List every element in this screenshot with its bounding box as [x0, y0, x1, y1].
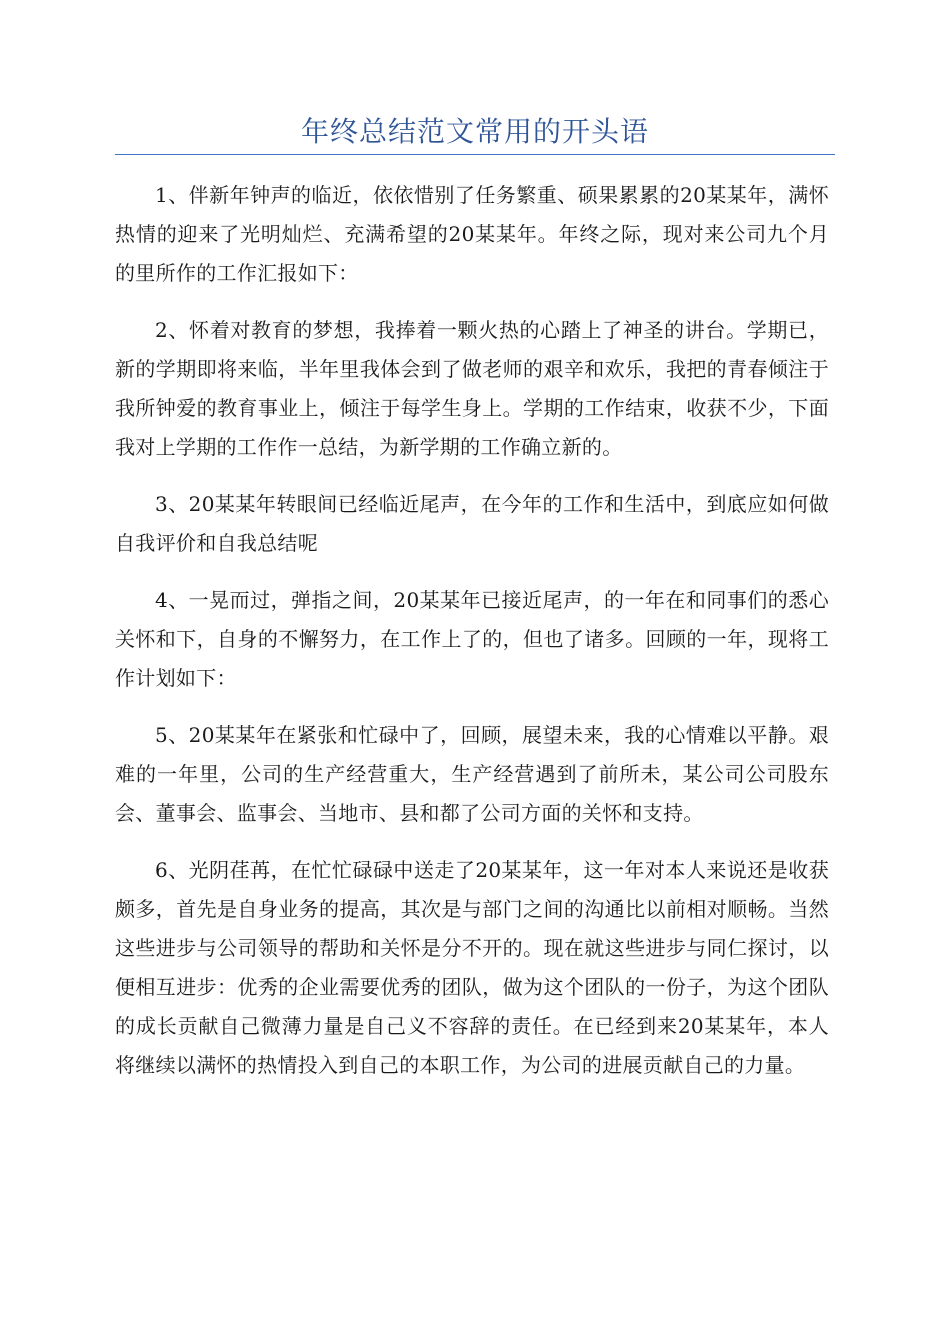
paragraph-3: 3、20某某年转眼间已经临近尾声，在今年的工作和生活中，到底应如何做自我评价和自我总结呢 [115, 492, 829, 555]
title-underline-divider [115, 154, 835, 155]
document-title: 年终总结范文常用的开头语 [300, 115, 649, 148]
paragraph-1: 1、伴新年钟声的临近，依依惜别了任务繁重、硕果累累的20某某年，满怀热情的迎来了光明灿烂、充满希望的20某某年。年终之际，现对来公司九个月的里所作的工作汇报如下： [115, 183, 829, 285]
paragraph-4: 4、一晃而过，弹指之间，20某某年已接近尾声，的一年在和同事们的悉心关怀和下，自身的不懈努力，在工作上了的，但也了诸多。回顾的一年，现将工作计划如下： [115, 588, 829, 690]
paragraph-6: 6、光阴荏苒，在忙忙碌碌中送走了20某某年，这一年对本人来说还是收获颇多，首先是自身业务的提高，其次是与部门之间的沟通比以前相对顺畅。当然这些进步与公司领导的帮助和关怀是分不开的。现在就这些进步与同仁探讨，以便相互进步：优秀的企业需要优秀的团队，做为这个团队的一份子，为这个团队的成长贡献自己微薄力量是自己义不容辞的责任。在已经到来20某某年，本人将继续以满怀的热情投入到自己的本职工作，为公司的进展贡献自己的力量。 [115, 858, 829, 1077]
paragraph-2: 2、怀着对教育的梦想，我捧着一颗火热的心踏上了神圣的讲台。学期已，新的学期即将来临，半年里我体会到了做老师的艰辛和欢乐，我把的青春倾注于我所钟爱的教育事业上，倾注于每学生身上。学期的工作结束，收获不少，下面我对上学期的工作作一总结，为新学期的工作确立新的。 [115, 318, 829, 459]
paragraph-5: 5、20某某年在紧张和忙碌中了，回顾，展望未来，我的心情难以平静。艰难的一年里，公司的生产经营重大，生产经营遇到了前所未，某公司公司股东会、董事会、监事会、当地市、县和都了公司方面的关怀和支持。 [115, 723, 829, 825]
document-body [115, 176, 829, 1103]
